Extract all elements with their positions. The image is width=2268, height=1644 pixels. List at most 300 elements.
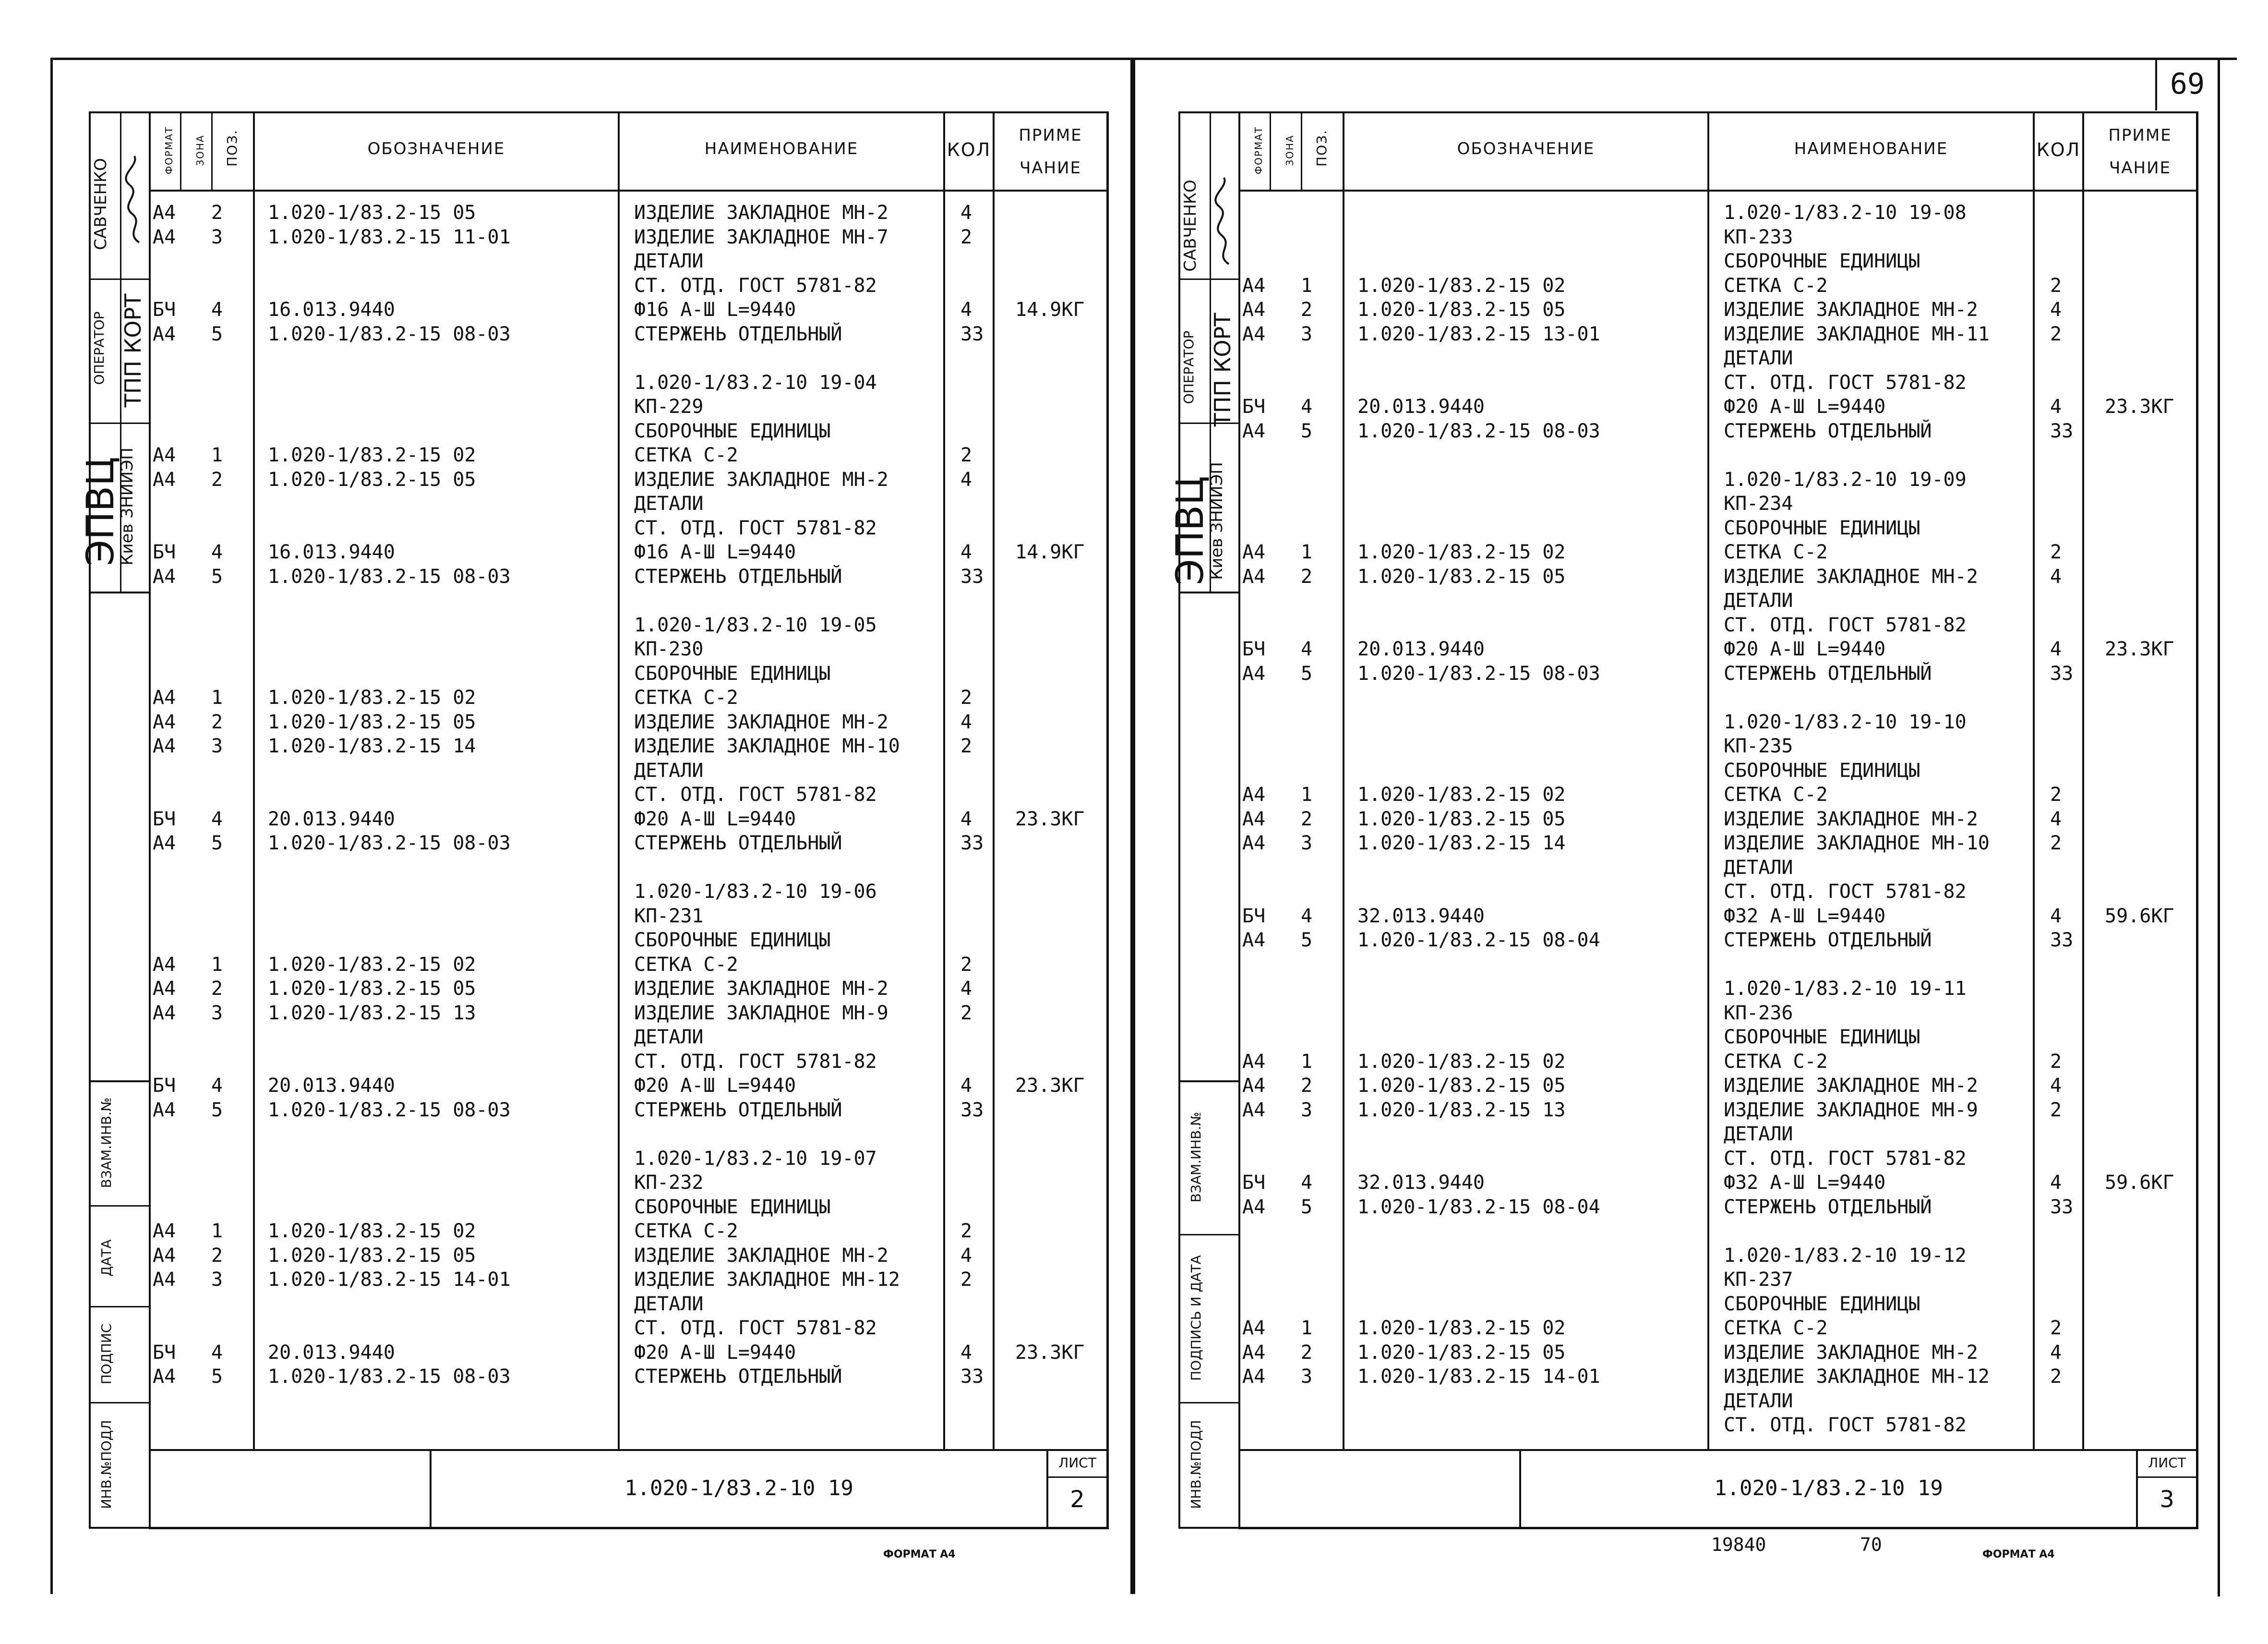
margin-label-inv: ИНВ.№ПОДЛ xyxy=(98,1420,114,1509)
cell-pos: 2 xyxy=(211,711,223,733)
cell-pos: 3 xyxy=(1301,1099,1313,1121)
cell-note: 23.3КГ xyxy=(2105,638,2174,660)
cell-format: А4 xyxy=(153,323,176,345)
header-note-1: ПРИМЕ xyxy=(1019,126,1082,145)
cell-qty: 4 xyxy=(2050,1075,2062,1097)
cell-designation: 1.020-1/83.2-15 02 xyxy=(268,1220,476,1242)
cell-qty: 2 xyxy=(2050,1050,2062,1073)
table-row xyxy=(153,1220,1108,1242)
cell-name: КП-234 xyxy=(1724,493,1793,515)
cell-designation: 1.020-1/83.2-15 05 xyxy=(1357,299,1566,321)
cell-name: Ф20 А-Ш L=9440 xyxy=(634,1075,796,1097)
cell-designation: 1.020-1/83.2-15 05 xyxy=(1357,1075,1566,1097)
cell-name: ИЗДЕЛИЕ ЗАКЛАДНОЕ МН-2 xyxy=(1724,1075,1978,1097)
table-row xyxy=(153,1366,1108,1388)
cell-name: Ф20 А-Ш L=9440 xyxy=(634,1341,796,1364)
header-format: ФОРМАТ xyxy=(163,126,175,175)
table-row xyxy=(1242,202,2197,224)
cell-name: СТЕРЖЕНЬ ОТДЕЛЬНЫЙ xyxy=(634,323,842,345)
cell-name: ИЗДЕЛИЕ ЗАКЛАДНОЕ МН-2 xyxy=(634,1244,888,1267)
cell-qty: 33 xyxy=(960,323,984,345)
table-row xyxy=(1242,1196,2197,1218)
cell-format: А4 xyxy=(1242,808,1266,830)
cell-designation: 1.020-1/83.2-15 05 xyxy=(1357,565,1566,588)
cell-designation: 1.020-1/83.2-15 05 xyxy=(1357,1341,1566,1364)
table-row xyxy=(153,638,1108,660)
table-row xyxy=(1242,444,2197,466)
cell-name: ИЗДЕЛИЕ ЗАКЛАДНОЕ МН-10 xyxy=(1724,832,1990,854)
cell-name: ДЕТАЛИ xyxy=(1724,590,1793,612)
header-name: НАИМЕНОВАНИЕ xyxy=(1794,139,1948,158)
cell-pos: 3 xyxy=(211,735,223,757)
table-row xyxy=(153,1075,1108,1097)
header-note-2: ЧАНИЕ xyxy=(1019,158,1082,178)
cell-qty: 4 xyxy=(2050,1172,2062,1194)
stamp-savchenko: САВЧЕНКО xyxy=(91,158,110,250)
cell-pos: 4 xyxy=(1301,905,1313,927)
table-row xyxy=(1242,1317,2197,1339)
cell-format: А4 xyxy=(153,832,176,854)
table-row xyxy=(153,857,1108,879)
cell-name: СТЕРЖЕНЬ ОТДЕЛЬНЫЙ xyxy=(1724,1196,1932,1218)
cell-pos: 5 xyxy=(1301,1196,1313,1218)
cell-format: А4 xyxy=(153,565,176,588)
cell-note: 14.9КГ xyxy=(1015,299,1085,321)
table-row xyxy=(153,1051,1108,1073)
cell-name: 1.020-1/83.2-10 19-07 xyxy=(634,1147,877,1170)
cell-name: СБОРОЧНЫЕ ЕДИНИЦЫ xyxy=(1724,1293,1920,1315)
table-row xyxy=(1242,1342,2197,1364)
cell-designation: 1.020-1/83.2-15 08-03 xyxy=(1357,662,1600,685)
table-row xyxy=(1242,614,2197,636)
table-row xyxy=(1242,881,2197,903)
cell-pos: 4 xyxy=(211,1075,223,1097)
cell-name: ИЗДЕЛИЕ ЗАКЛАДНОЕ МН-2 xyxy=(634,468,888,491)
cell-designation: 1.020-1/83.2-15 02 xyxy=(1357,541,1566,563)
cell-format: А4 xyxy=(1242,1075,1266,1097)
cell-name: ИЗДЕЛИЕ ЗАКЛАДНОЕ МН-2 xyxy=(1724,1341,1978,1364)
cell-name: ИЗДЕЛИЕ ЗАКЛАДНОЕ МН-2 xyxy=(1724,565,1978,588)
cell-format: А4 xyxy=(1242,1366,1266,1388)
cell-pos: 1 xyxy=(1301,1050,1313,1073)
cell-pos: 4 xyxy=(211,1341,223,1364)
cell-name: СТЕРЖЕНЬ ОТДЕЛЬНЫЙ xyxy=(1724,929,1932,951)
table-row xyxy=(153,954,1108,976)
cell-format: А4 xyxy=(153,735,176,757)
cell-format: БЧ xyxy=(1242,638,1266,660)
cell-designation: 20.013.9440 xyxy=(268,1075,395,1097)
cell-name: СЕТКА С-2 xyxy=(634,687,738,709)
table-row xyxy=(1242,1172,2197,1194)
stamp-tpp-kort: ТПП КОРТ xyxy=(1210,313,1236,427)
cell-qty: 2 xyxy=(2050,1366,2062,1388)
cell-name: ИЗДЕЛИЕ ЗАКЛАДНОЕ МН-9 xyxy=(634,1002,888,1024)
cell-qty: 4 xyxy=(2050,299,2062,321)
cell-name: СБОРОЧНЫЕ ЕДИНИЦЫ xyxy=(634,929,831,951)
table-row xyxy=(153,1245,1108,1267)
cell-name: СТЕРЖЕНЬ ОТДЕЛЬНЫЙ xyxy=(634,1099,842,1121)
cell-name: СТ. ОТД. ГОСТ 5781-82 xyxy=(634,1317,877,1339)
cell-qty: 2 xyxy=(2050,1099,2062,1121)
cell-note: 14.9КГ xyxy=(1015,541,1085,563)
cell-name: ИЗДЕЛИЕ ЗАКЛАДНОЕ МН-2 xyxy=(634,711,888,733)
cell-designation: 32.013.9440 xyxy=(1357,905,1485,927)
cell-qty: 33 xyxy=(960,1366,984,1388)
table-row xyxy=(1242,1002,2197,1024)
cell-name: ИЗДЕЛИЕ ЗАКЛАДНОЕ МН-7 xyxy=(634,226,888,248)
sheet-number: 3 xyxy=(2160,1486,2174,1513)
cell-format: А4 xyxy=(1242,662,1266,685)
table-row xyxy=(1242,663,2197,685)
table-row xyxy=(153,541,1108,563)
stamp-operator: ОПЕРАТОР xyxy=(1181,330,1197,404)
cell-format: А4 xyxy=(1242,832,1266,854)
cell-pos: 1 xyxy=(1301,784,1313,806)
cell-name: ИЗДЕЛИЕ ЗАКЛАДНОЕ МН-2 xyxy=(1724,808,1978,830)
cell-format: А4 xyxy=(1242,274,1266,297)
cell-pos: 2 xyxy=(1301,1075,1313,1097)
table-row xyxy=(153,663,1108,685)
header-name: НАИМЕНОВАНИЕ xyxy=(704,139,859,158)
cell-note: 23.3КГ xyxy=(2105,396,2174,418)
cell-designation: 1.020-1/83.2-15 14-01 xyxy=(1357,1366,1600,1388)
table-row xyxy=(153,1196,1108,1218)
margin-label-inv: ИНВ.№ПОДЛ xyxy=(1188,1420,1204,1509)
cell-pos: 1 xyxy=(211,1220,223,1242)
margin-label-vzam: ВЗАМ.ИНВ.№ xyxy=(98,1097,114,1188)
cell-format: А4 xyxy=(153,687,176,709)
cell-qty: 2 xyxy=(2050,1317,2062,1339)
cell-name: СТЕРЖЕНЬ ОТДЕЛЬНЫЙ xyxy=(1724,420,1932,442)
table-row xyxy=(153,444,1108,466)
cell-name: 1.020-1/83.2-10 19-12 xyxy=(1724,1244,1967,1267)
cell-qty: 33 xyxy=(2050,929,2074,951)
cell-format: А4 xyxy=(153,1220,176,1242)
table-row xyxy=(1242,1026,2197,1048)
header-designation: ОБОЗНАЧЕНИЕ xyxy=(1457,139,1595,158)
cell-designation: 32.013.9440 xyxy=(1357,1172,1485,1194)
cell-format: А4 xyxy=(1242,323,1266,345)
table-row xyxy=(153,929,1108,951)
cell-designation: 20.013.9440 xyxy=(1357,396,1485,418)
cell-name: СТЕРЖЕНЬ ОТДЕЛЬНЫЙ xyxy=(1724,662,1932,685)
table-row xyxy=(1242,566,2197,588)
table-row xyxy=(1242,1075,2197,1097)
cell-name: СБОРОЧНЫЕ ЕДИНИЦЫ xyxy=(1724,517,1920,539)
table-row xyxy=(1242,420,2197,442)
cell-name: ДЕТАЛИ xyxy=(634,1026,704,1048)
cell-format: А4 xyxy=(153,1002,176,1024)
cell-designation: 1.020-1/83.2-15 13 xyxy=(268,1002,476,1024)
cell-designation: 1.020-1/83.2-15 02 xyxy=(268,687,476,709)
cell-pos: 1 xyxy=(211,687,223,709)
sheet-left xyxy=(0,0,1133,1644)
cell-qty: 4 xyxy=(960,541,972,563)
table-row xyxy=(1242,978,2197,1000)
cell-designation: 1.020-1/83.2-15 08-04 xyxy=(1357,1196,1600,1218)
cell-name: СЕТКА С-2 xyxy=(1724,541,1828,563)
table-row xyxy=(153,202,1108,224)
cell-format: БЧ xyxy=(153,541,176,563)
cell-name: СТЕРЖЕНЬ ОТДЕЛЬНЫЙ xyxy=(634,832,842,854)
cell-name: СТ. ОТД. ГОСТ 5781-82 xyxy=(634,784,877,806)
cell-note: 59.6КГ xyxy=(2105,905,2174,927)
cell-name: ДЕТАЛИ xyxy=(634,759,704,782)
table-row xyxy=(153,1148,1108,1170)
table-row xyxy=(1242,469,2197,491)
header-qty: КОЛ xyxy=(2036,139,2081,160)
table-row xyxy=(1242,638,2197,660)
cell-designation: 1.020-1/83.2-15 08-03 xyxy=(268,1366,511,1388)
cell-qty: 2 xyxy=(2050,274,2062,297)
stamp-epvc: ЭПВЦ xyxy=(79,457,122,566)
cell-name: СТ. ОТД. ГОСТ 5781-82 xyxy=(634,517,877,539)
cell-qty: 4 xyxy=(960,468,972,491)
cell-designation: 1.020-1/83.2-15 05 xyxy=(1357,808,1566,830)
cell-pos: 2 xyxy=(211,1244,223,1267)
table-row xyxy=(153,275,1108,297)
cell-name: ДЕТАЛИ xyxy=(634,493,704,515)
cell-qty: 2 xyxy=(960,687,972,709)
table-row xyxy=(153,1172,1108,1194)
table-row xyxy=(153,1002,1108,1024)
table-row xyxy=(1242,954,2197,976)
table-row xyxy=(153,372,1108,394)
format-label: ФОРМАТ А4 xyxy=(1982,1548,2055,1560)
cell-pos: 3 xyxy=(211,1002,223,1024)
cell-name: ИЗДЕЛИЕ ЗАКЛАДНОЕ МН-2 xyxy=(634,978,888,1000)
table-row xyxy=(153,735,1108,757)
cell-name: СБОРОЧНЫЕ ЕДИНИЦЫ xyxy=(1724,759,1920,782)
cell-format: А4 xyxy=(1242,1317,1266,1339)
cell-designation: 20.013.9440 xyxy=(268,1341,395,1364)
cell-pos: 5 xyxy=(1301,929,1313,951)
cell-pos: 3 xyxy=(1301,832,1313,854)
table-row xyxy=(153,493,1108,515)
cell-name: ДЕТАЛИ xyxy=(634,250,704,272)
cell-designation: 1.020-1/83.2-15 05 xyxy=(268,711,476,733)
header-format: ФОРМАТ xyxy=(1253,126,1264,175)
title-designation: 1.020-1/83.2-10 19 xyxy=(624,1476,853,1500)
table-row xyxy=(153,687,1108,709)
cell-qty: 33 xyxy=(960,1099,984,1121)
table-row xyxy=(153,711,1108,733)
cell-designation: 1.020-1/83.2-15 14 xyxy=(268,735,476,757)
cell-pos: 1 xyxy=(1301,274,1313,297)
cell-pos: 5 xyxy=(1301,420,1313,442)
cell-name: СБОРОЧНЫЕ ЕДИНИЦЫ xyxy=(634,662,831,685)
cell-name: СБОРОЧНЫЕ ЕДИНИЦЫ xyxy=(1724,250,1920,272)
cell-name: Ф20 А-Ш L=9440 xyxy=(1724,638,1886,660)
cell-name: СТ. ОТД. ГОСТ 5781-82 xyxy=(1724,881,1967,903)
stamp-tpp-kort: ТПП КОРТ xyxy=(120,293,146,408)
cell-designation: 16.013.9440 xyxy=(268,299,395,321)
cell-qty: 4 xyxy=(2050,808,2062,830)
cell-format: А4 xyxy=(153,202,176,224)
header-qty: КОЛ xyxy=(947,139,991,160)
cell-designation: 1.020-1/83.2-15 13 xyxy=(1357,1099,1566,1121)
table-row xyxy=(1242,711,2197,733)
cell-designation: 1.020-1/83.2-15 08-03 xyxy=(268,1099,511,1121)
table-row xyxy=(1242,1051,2197,1073)
table-row xyxy=(153,420,1108,442)
cell-name: ИЗДЕЛИЕ ЗАКЛАДНОЕ МН-2 xyxy=(1724,299,1978,321)
cell-name: 1.020-1/83.2-10 19-08 xyxy=(1724,202,1967,224)
cell-pos: 3 xyxy=(1301,323,1313,345)
cell-qty: 33 xyxy=(960,565,984,588)
cell-name: ДЕТАЛИ xyxy=(634,1293,704,1315)
cell-name: КП-235 xyxy=(1724,735,1793,757)
cell-qty: 4 xyxy=(2050,396,2062,418)
cell-designation: 20.013.9440 xyxy=(268,808,395,830)
cell-designation: 1.020-1/83.2-15 14-01 xyxy=(268,1269,511,1291)
table-row xyxy=(1242,372,2197,394)
table-row xyxy=(1242,760,2197,782)
header-zone: ЗОНА xyxy=(1284,134,1296,166)
cell-name: Ф16 А-Ш L=9440 xyxy=(634,541,796,563)
cell-pos: 2 xyxy=(211,468,223,491)
cell-pos: 4 xyxy=(1301,638,1313,660)
cell-name: Ф20 А-Ш L=9440 xyxy=(1724,396,1886,418)
table-row xyxy=(1242,517,2197,539)
cell-designation: 1.020-1/83.2-15 13-01 xyxy=(1357,323,1600,345)
cell-qty: 2 xyxy=(960,444,972,466)
cell-name: 1.020-1/83.2-10 19-05 xyxy=(634,614,877,636)
cell-name: СЕТКА С-2 xyxy=(634,1220,738,1242)
header-note-1: ПРИМЕ xyxy=(2108,126,2172,145)
cell-pos: 5 xyxy=(211,832,223,854)
cell-name: СТЕРЖЕНЬ ОТДЕЛЬНЫЙ xyxy=(634,1366,842,1388)
cell-format: БЧ xyxy=(153,808,176,830)
table-row xyxy=(153,808,1108,830)
cell-qty: 4 xyxy=(960,299,972,321)
table-row xyxy=(153,1293,1108,1315)
table-row xyxy=(153,1317,1108,1339)
cell-name: 1.020-1/83.2-10 19-10 xyxy=(1724,711,1967,733)
table-row xyxy=(153,396,1108,418)
cell-name: Ф20 А-Ш L=9440 xyxy=(634,808,796,830)
cell-qty: 4 xyxy=(960,808,972,830)
cell-name: 1.020-1/83.2-10 19-11 xyxy=(1724,978,1967,1000)
table-row xyxy=(1242,808,2197,830)
table-row xyxy=(1242,929,2197,951)
table-row xyxy=(153,784,1108,806)
cell-qty: 2 xyxy=(2050,541,2062,563)
cell-pos: 2 xyxy=(1301,1341,1313,1364)
cell-format: А4 xyxy=(1242,420,1266,442)
table-row xyxy=(1242,1293,2197,1315)
table-row xyxy=(1242,687,2197,709)
cell-pos: 5 xyxy=(211,323,223,345)
table-row xyxy=(1242,735,2197,757)
cell-qty: 4 xyxy=(960,202,972,224)
cell-designation: 1.020-1/83.2-15 08-03 xyxy=(268,565,511,588)
cell-pos: 4 xyxy=(211,299,223,321)
cell-pos: 4 xyxy=(211,541,223,563)
table-row xyxy=(153,299,1108,321)
table-row xyxy=(1242,590,2197,612)
cell-pos: 2 xyxy=(211,978,223,1000)
cell-qty: 2 xyxy=(2050,784,2062,806)
stamp-signature xyxy=(1212,166,1241,276)
table-row xyxy=(153,881,1108,903)
cell-name: ИЗДЕЛИЕ ЗАКЛАДНОЕ МН-11 xyxy=(1724,323,1990,345)
table-row xyxy=(1242,493,2197,515)
cell-designation: 1.020-1/83.2-15 05 xyxy=(268,1244,476,1267)
cell-pos: 5 xyxy=(1301,662,1313,685)
table-row xyxy=(1242,905,2197,927)
cell-format: БЧ xyxy=(153,1075,176,1097)
cell-name: ИЗДЕЛИЕ ЗАКЛАДНОЕ МН-12 xyxy=(634,1269,900,1291)
cell-qty: 4 xyxy=(2050,638,2062,660)
cell-designation: 1.020-1/83.2-15 11-01 xyxy=(268,226,511,248)
cell-designation: 1.020-1/83.2-15 08-03 xyxy=(268,832,511,854)
cell-note: 23.3КГ xyxy=(1015,1075,1085,1097)
cell-format: А4 xyxy=(153,978,176,1000)
cell-designation: 1.020-1/83.2-15 08-03 xyxy=(1357,420,1600,442)
table-row xyxy=(153,760,1108,782)
cell-pos: 2 xyxy=(1301,808,1313,830)
sheet-right xyxy=(1133,0,2268,1644)
table-row xyxy=(153,566,1108,588)
table-row xyxy=(1242,1366,2197,1388)
cell-format: БЧ xyxy=(153,1341,176,1364)
cell-designation: 1.020-1/83.2-15 02 xyxy=(1357,274,1566,297)
cell-name: 1.020-1/83.2-10 19-04 xyxy=(634,371,877,394)
stamp-operator: ОПЕРАТОР xyxy=(91,311,107,385)
table-row xyxy=(153,1342,1108,1364)
cell-format: БЧ xyxy=(153,299,176,321)
cell-name: Ф32 А-Ш L=9440 xyxy=(1724,905,1886,927)
cell-designation: 1.020-1/83.2-15 02 xyxy=(1357,1050,1566,1073)
cell-qty: 4 xyxy=(2050,565,2062,588)
cell-pos: 1 xyxy=(1301,541,1313,563)
cell-format: БЧ xyxy=(1242,1172,1266,1194)
cell-qty: 33 xyxy=(2050,662,2074,685)
cell-format: А4 xyxy=(153,226,176,248)
table-row xyxy=(1242,1414,2197,1436)
cell-format: БЧ xyxy=(1242,396,1266,418)
cell-name: СЕТКА С-2 xyxy=(634,444,738,466)
table-row xyxy=(153,250,1108,272)
table-row xyxy=(1242,347,2197,369)
margin-label-data: ДАТА xyxy=(98,1239,114,1277)
margin-label-podpis-data: ПОДПИСЬ И ДАТА xyxy=(1188,1255,1204,1381)
cell-pos: 1 xyxy=(1301,1317,1313,1339)
cell-qty: 33 xyxy=(960,832,984,854)
cell-designation: 20.013.9440 xyxy=(1357,638,1485,660)
cell-pos: 5 xyxy=(211,565,223,588)
cell-name: ИЗДЕЛИЕ ЗАКЛАДНОЕ МН-10 xyxy=(634,735,900,757)
cell-pos: 3 xyxy=(211,226,223,248)
table-row xyxy=(1242,857,2197,879)
margin-label-podpis: ПОДПИС xyxy=(98,1323,114,1385)
cell-designation: 1.020-1/83.2-15 02 xyxy=(1357,1317,1566,1339)
cell-format: А4 xyxy=(153,444,176,466)
table-row xyxy=(153,832,1108,854)
cell-name: ДЕТАЛИ xyxy=(1724,347,1793,369)
table-row xyxy=(153,1123,1108,1145)
table-row xyxy=(1242,1123,2197,1145)
cell-format: А4 xyxy=(1242,784,1266,806)
table-row xyxy=(153,1269,1108,1291)
cell-name: 1.020-1/83.2-10 19-09 xyxy=(1724,468,1967,491)
table-row xyxy=(1242,323,2197,345)
table-row xyxy=(153,323,1108,345)
cell-name: Ф16 А-Ш L=9440 xyxy=(634,299,796,321)
table-row xyxy=(153,517,1108,539)
cell-qty: 2 xyxy=(2050,832,2062,854)
